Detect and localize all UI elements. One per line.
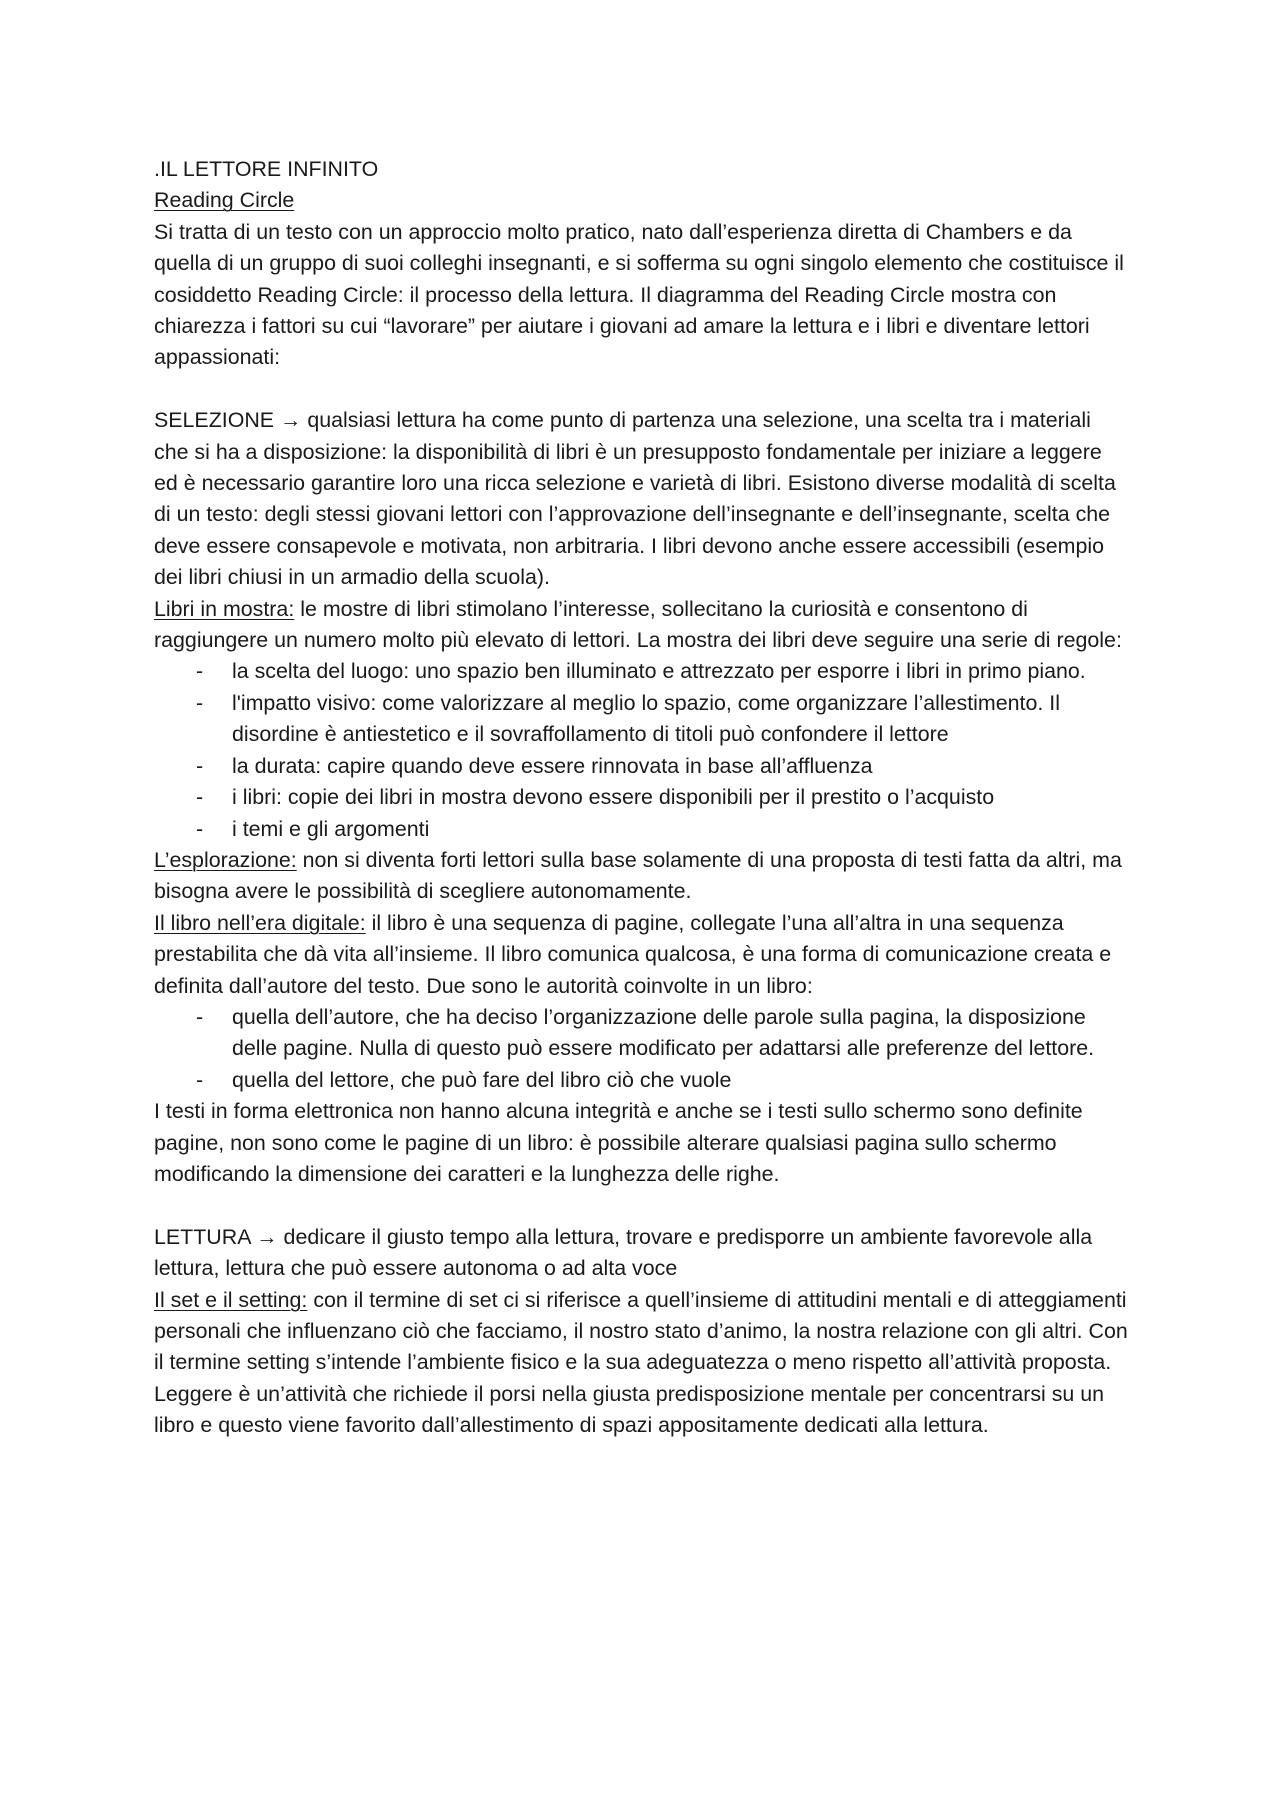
list-item-text: quella del lettore, che può fare del libro ciò che vuole <box>232 1067 732 1092</box>
dash-bullet: - <box>196 785 204 810</box>
list-item <box>154 751 1129 782</box>
digitale-text: il libro è una sequenza di pagine, collegate l’una all’altra in una sequenza prestabilita che dà vita all’insieme. Il libro comunica qualcosa, è una forma di comunicazione creata e definita dall’autore del testo. Due sono le autorità coinvolte in un libro: <box>154 910 1112 998</box>
dash-bullet: - <box>196 1004 204 1029</box>
list-item-text: la durata: capire quando deve essere rinnovata in base all’affluenza <box>232 753 873 778</box>
list-item <box>154 1002 1129 1065</box>
lettura-paragraph: LETTURA → dedicare il giusto tempo alla lettura, trovare e predisporre un ambiente favorevole alla lettura, lettura che può essere autonoma o ad alta voce <box>154 1224 1093 1281</box>
list-item <box>154 1065 1129 1096</box>
mostra-paragraph <box>154 594 1129 657</box>
list-item-text: i temi e gli argomenti <box>232 816 430 841</box>
dash-bullet: - <box>196 659 204 684</box>
list-item-text: quella dell’autore, che ha deciso l’organizzazione delle parole sulla pagina, la disposizione delle pagine. Nulla di questo può essere modificato per adattarsi alle preferenze del lettore. <box>232 1004 1095 1061</box>
document-title: .IL LETTORE INFINITO <box>154 157 379 181</box>
list-item-text: la scelta del luogo: uno spazio ben illuminato e attrezzato per esporre i libri in primo piano. <box>232 659 1086 684</box>
dash-bullet: - <box>196 816 204 841</box>
esplorazione-label: L’esplorazione: <box>154 847 297 872</box>
spacer <box>154 1190 1129 1221</box>
list-item <box>154 814 1129 845</box>
dash-bullet: - <box>196 1067 204 1092</box>
set-label: Il set e il setting: <box>154 1287 308 1312</box>
list-item <box>154 688 1129 751</box>
dash-bullet: - <box>196 753 204 778</box>
digitale-after-paragraph: I testi in forma elettronica non hanno alcuna integrità e anche se i testi sullo schermo sono definite pagine, non sono come le pagine di un libro: è possibile alterare qualsiasi pagina sullo schermo modificando la dimensione dei caratteri e la lunghezza delle righe. <box>154 1099 1083 1186</box>
digitale-label: Il libro nell’era digitale: <box>154 910 366 935</box>
dash-bullet: - <box>196 690 204 715</box>
digitale-paragraph <box>154 908 1129 1002</box>
esplorazione-text: non si diventa forti lettori sulla base solamente di una proposta di testi fatta da altri, ma bisogna avere le possibilità di scegliere autonomamente. <box>154 847 1122 904</box>
set-paragraph <box>154 1285 1129 1442</box>
set-text: con il termine di set ci si riferisce a quell’insieme di attitudini mentali e di atteggiamenti personali che influenzano ciò che facciamo, il nostro stato d’animo, la nostra relazione con gli altri. Con il termine setting s’intende l’ambiente fisico e la sua adeguatezza o meno rispetto all’attività proposta. Leggere è un’attività che richiede il porsi nella giusta predisposizione mentale per concentrarsi su un libro e questo viene favorito dall’allestimento di spazi appositamente dedicati alla lettura. <box>154 1287 1128 1438</box>
selezione-paragraph: SELEZIONE → qualsiasi lettura ha come punto di partenza una selezione, una scelta tra i materiali che si ha a disposizione: la disponibilità di libri è un presupposto fondamentale per iniziare a leggere ed è necessario garantire loro una ricca selezione e varietà di libri. Esistono diverse modalità di scelta di un testo: degli stessi giovani lettori con l’approvazione dell’insegnante e dell’insegnante, scelta che deve essere consapevole e motivata, non arbitraria. I libri devono anche essere accessibili (esempio dei libri chiusi in un armadio della scuola). <box>154 408 1116 590</box>
spacer <box>154 374 1129 405</box>
mostra-text: le mostre di libri stimolano l’interesse, sollecitano la curiosità e consentono di raggiungere un numero molto più elevato di lettori. La mostra dei libri deve seguire una serie di regole: <box>154 596 1122 653</box>
list-item <box>154 656 1129 687</box>
section-subtitle: Reading Circle <box>154 188 295 213</box>
mostra-list <box>154 656 1129 844</box>
list-item-text: l'impatto visivo: come valorizzare al meglio lo spazio, come organizzare l’allestimento. Il disordine è antiestetico e il sovraffollamento di titoli può confondere il lettore <box>232 690 1060 747</box>
mostra-label: Libri in mostra: <box>154 596 295 621</box>
list-item-text: i libri: copie dei libri in mostra devono essere disponibili per il prestito o l’acquisto <box>232 785 995 810</box>
intro-paragraph: Si tratta di un testo con un approccio molto pratico, nato dall’esperienza diretta di Chambers e da quella di un gruppo di suoi colleghi insegnanti, e si sofferma su ogni singolo elemento che costituisce il cosiddetto Reading Circle: il processo della lettura. Il diagramma del Reading Circle mostra con chiarezza i fattori su cui “lavorare” per aiutare i giovani ad amare la lettura e i libri e diventare lettori appassionati: <box>154 219 1124 370</box>
list-item <box>154 782 1129 813</box>
digitale-list <box>154 1002 1129 1096</box>
esplorazione-paragraph <box>154 845 1129 908</box>
document-page <box>154 154 1129 1442</box>
